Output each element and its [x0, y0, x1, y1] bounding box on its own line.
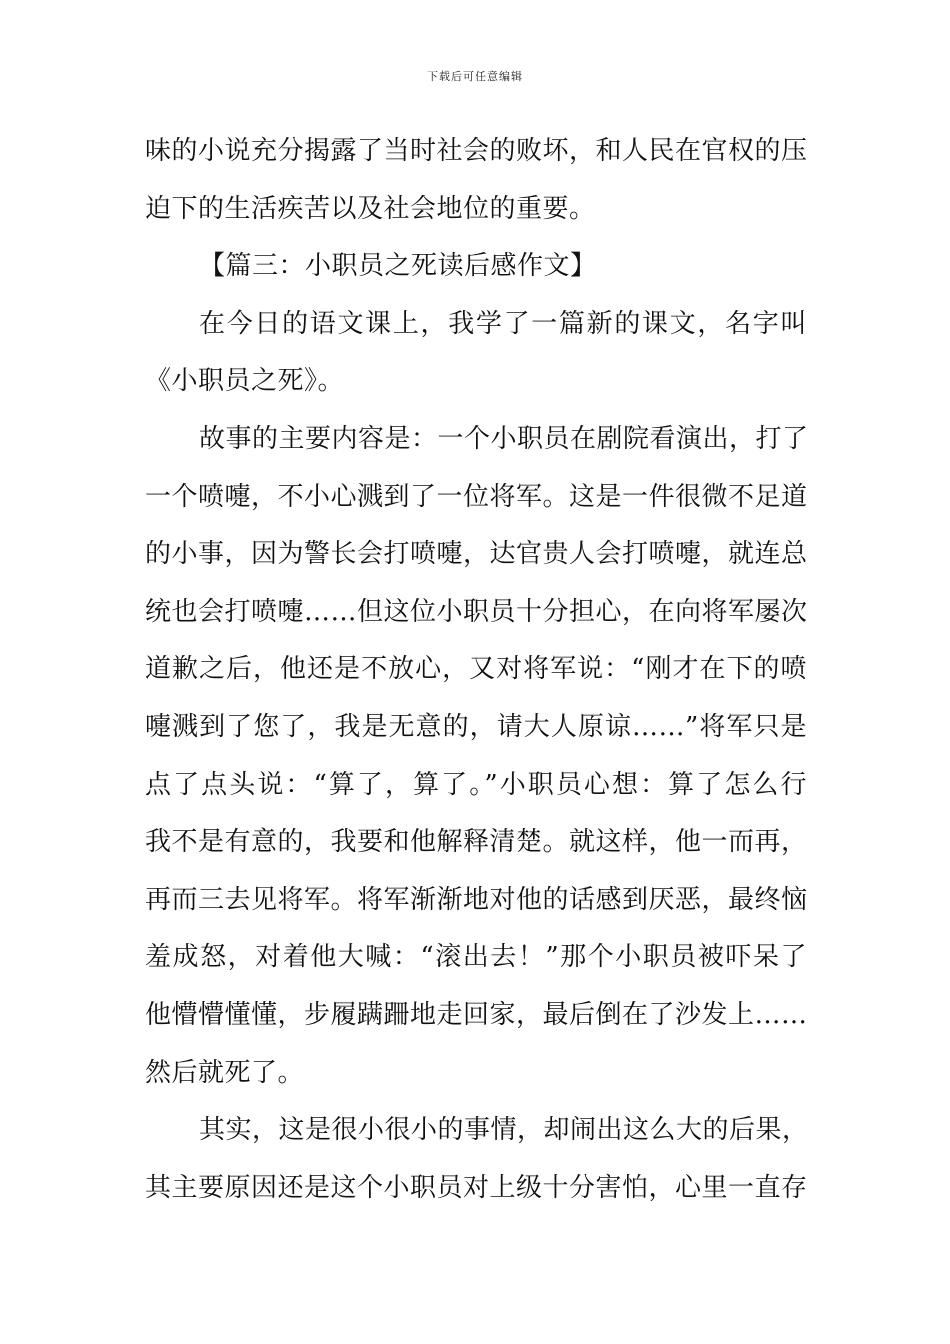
- text-line: 羞成怒，对着他大喊：“滚出去！”那个小职员被吓呆了: [145, 942, 807, 973]
- document-body: [145, 123, 807, 1217]
- text-line: 一个喷嚏，不小心溅到了一位将军。这是一件很微不足道: [145, 481, 808, 512]
- text-line: 再而三去见将军。将军渐渐地对他的话感到厌恶，最终恼: [145, 884, 808, 915]
- text-line: 其实，这是很小很小的事情，却闹出这么大的后果，: [199, 1115, 809, 1146]
- text-line: 然后就死了。: [145, 1057, 305, 1088]
- section-heading: 【篇三：小职员之死读后感作文】: [199, 251, 597, 282]
- text-line: 故事的主要内容是：一个小职员在剧院看演出，打了: [199, 423, 809, 454]
- text-line: 其主要原因还是这个小职员对上级十分害怕，心里一直存: [145, 1172, 808, 1203]
- text-line: 我不是有意的，我要和他解释清楚。就这样，他一而再，: [145, 827, 808, 858]
- text-line: 道歉之后，他还是不放心，又对将军说：“刚才在下的喷: [145, 654, 807, 685]
- text-line: 味的小说充分揭露了当时社会的败坏，和人民在官权的压: [145, 136, 808, 166]
- text-line: 他懵懵懂懂，步履蹒跚地走回家，最后倒在了沙发上……: [145, 999, 808, 1030]
- text-line: 迫下的生活疾苦以及社会地位的重要。: [145, 193, 596, 224]
- text-line: 统也会打喷嚏……但这位小职员十分担心，在向将军屡次: [145, 596, 808, 627]
- text-line: 的小事，因为警长会打喷嚏，达官贵人会打喷嚏，就连总: [145, 539, 808, 570]
- page-header-note: 下载后可任意编辑: [427, 70, 523, 83]
- text-line: 《小职员之死》。: [145, 366, 345, 397]
- text-line: 点了点头说：“算了，算了。”小职员心想：算了怎么行: [145, 769, 807, 800]
- text-line: 在今日的语文课上，我学了一篇新的课文，名字叫: [199, 308, 807, 339]
- text-line: 嚏溅到了您了，我是无意的，请大人原谅……”将军只是: [145, 711, 807, 742]
